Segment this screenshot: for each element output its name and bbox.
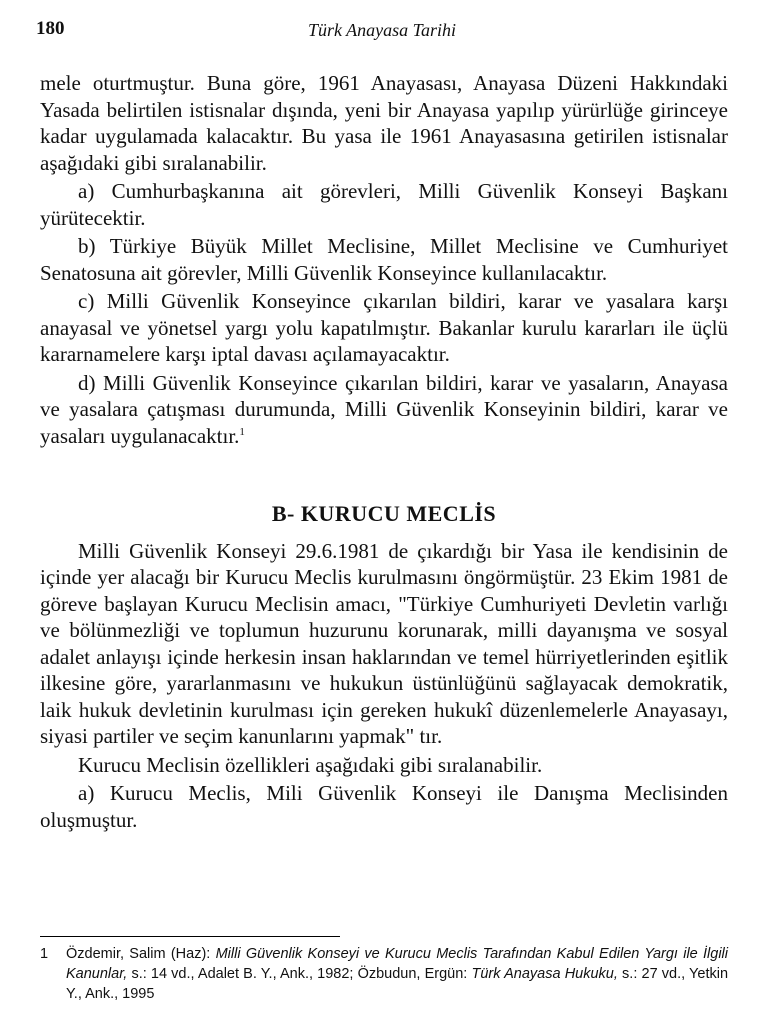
- footnote-title-1: Milli Güvenlik Konseyi ve Kurucu Meclis Tarafından Kabul Edilen Yargı ile İlgili Kanunlar,: [66, 946, 728, 982]
- page-header: [36, 18, 728, 48]
- footnote-divider: [40, 936, 340, 937]
- footnote: [40, 944, 728, 1004]
- paragraph-continuation: mele oturtmuştur. Buna göre, 1961 Anayasası, Anayasa Düzeni Hakkındaki Yasada belirtilen istisnalar dışında, yeni bir Anayasa yapılıp yürürlüğe girinceye kadar uygulamada kalacaktır. Bu yasa ile 1961 Anayasasına getirilen istisnalar aşağıdaki gibi sıralanabilir.: [40, 71, 728, 175]
- footnote-title-2: Türk Anayasa Hukuku,: [471, 966, 618, 982]
- section-list-item-a: a) Kurucu Meclis, Mili Güvenlik Konseyi ile Danışma Meclisinden oluşmuştur.: [40, 781, 728, 832]
- list-item-b: b) Türkiye Büyük Millet Meclisine, Millet Meclisine ve Cumhuriyet Senatosuna ait görevler, Milli Güvenlik Konseyince kullanılacaktır.: [40, 234, 728, 285]
- section-paragraph: Milli Güvenlik Konseyi 29.6.1981 de çıkardığı bir Yasa ile kendisinin de içinde yer alacağı bir Kurucu Meclis kurulmasını öngörmüştür. 23 Ekim 1981 de göreve başlayan Kurucu Meclisin amacı, "Türkiye Cumhuriyeti Devletin varlığı ve bölünmezliği ve toplumun huzurunu korunarak, milli dayanışma ve sosyal adalet anlayışı içinde herkesin insan haklarından ve temel hürriyetlerinden eşitlik ilkesine göre, yararlanmasını ve hukukun üstünlüğünü sağlayacak demokratik, laik hukuk devletinin kurulması için gereken hukukî düzenlemelerle Anayasayı, siyasi partiler ve seçim kanunlarını yapmak" tır.: [40, 538, 728, 748]
- page-body: [40, 70, 728, 833]
- list-item-d: [40, 370, 728, 450]
- footnote-ref-1: s.: 14 vd., Adalet B. Y., Ank., 1982; Özbudun, Ergün:: [131, 966, 468, 982]
- list-item-d-text: d) Milli Güvenlik Konseyince çıkarılan bildiri, karar ve yasaların, Anayasa ve yasalara çatışması durumunda, Milli Güvenlik Konseyinin bildiri, karar ve yasaları uygulanacaktır.: [40, 370, 728, 448]
- footnote-author: Özdemir, Salim (Haz):: [66, 946, 211, 962]
- running-title: Türk Anayasa Tarihi: [307, 20, 457, 40]
- footnote-reference[interactable]: 1: [239, 425, 245, 438]
- page-number: 180: [36, 18, 65, 39]
- section-heading: B- KURUCU MECLİS: [271, 501, 497, 526]
- list-item-a: a) Cumhurbaşkanına ait görevleri, Milli Güvenlik Konseyi Başkanı yürütecektir.: [40, 179, 728, 230]
- list-item-c: c) Milli Güvenlik Konseyince çıkarılan bildiri, karar ve yasalara karşı anayasal ve yönetsel yargı yolu kapatılmıştır. Bakanlar kurulu kararları ile üçlü kararnamelere karşı iptal davası açılamayacaktır.: [40, 289, 728, 366]
- section-paragraph-features: Kurucu Meclisin özellikleri aşağıdaki gibi sıralanabilir.: [78, 752, 543, 777]
- footnote-number: 1: [40, 946, 49, 962]
- footnote-ref-2: s.: 27 vd., Yetkin Y., Ank., 1995: [66, 966, 729, 1002]
- footnote-text: [66, 944, 728, 1004]
